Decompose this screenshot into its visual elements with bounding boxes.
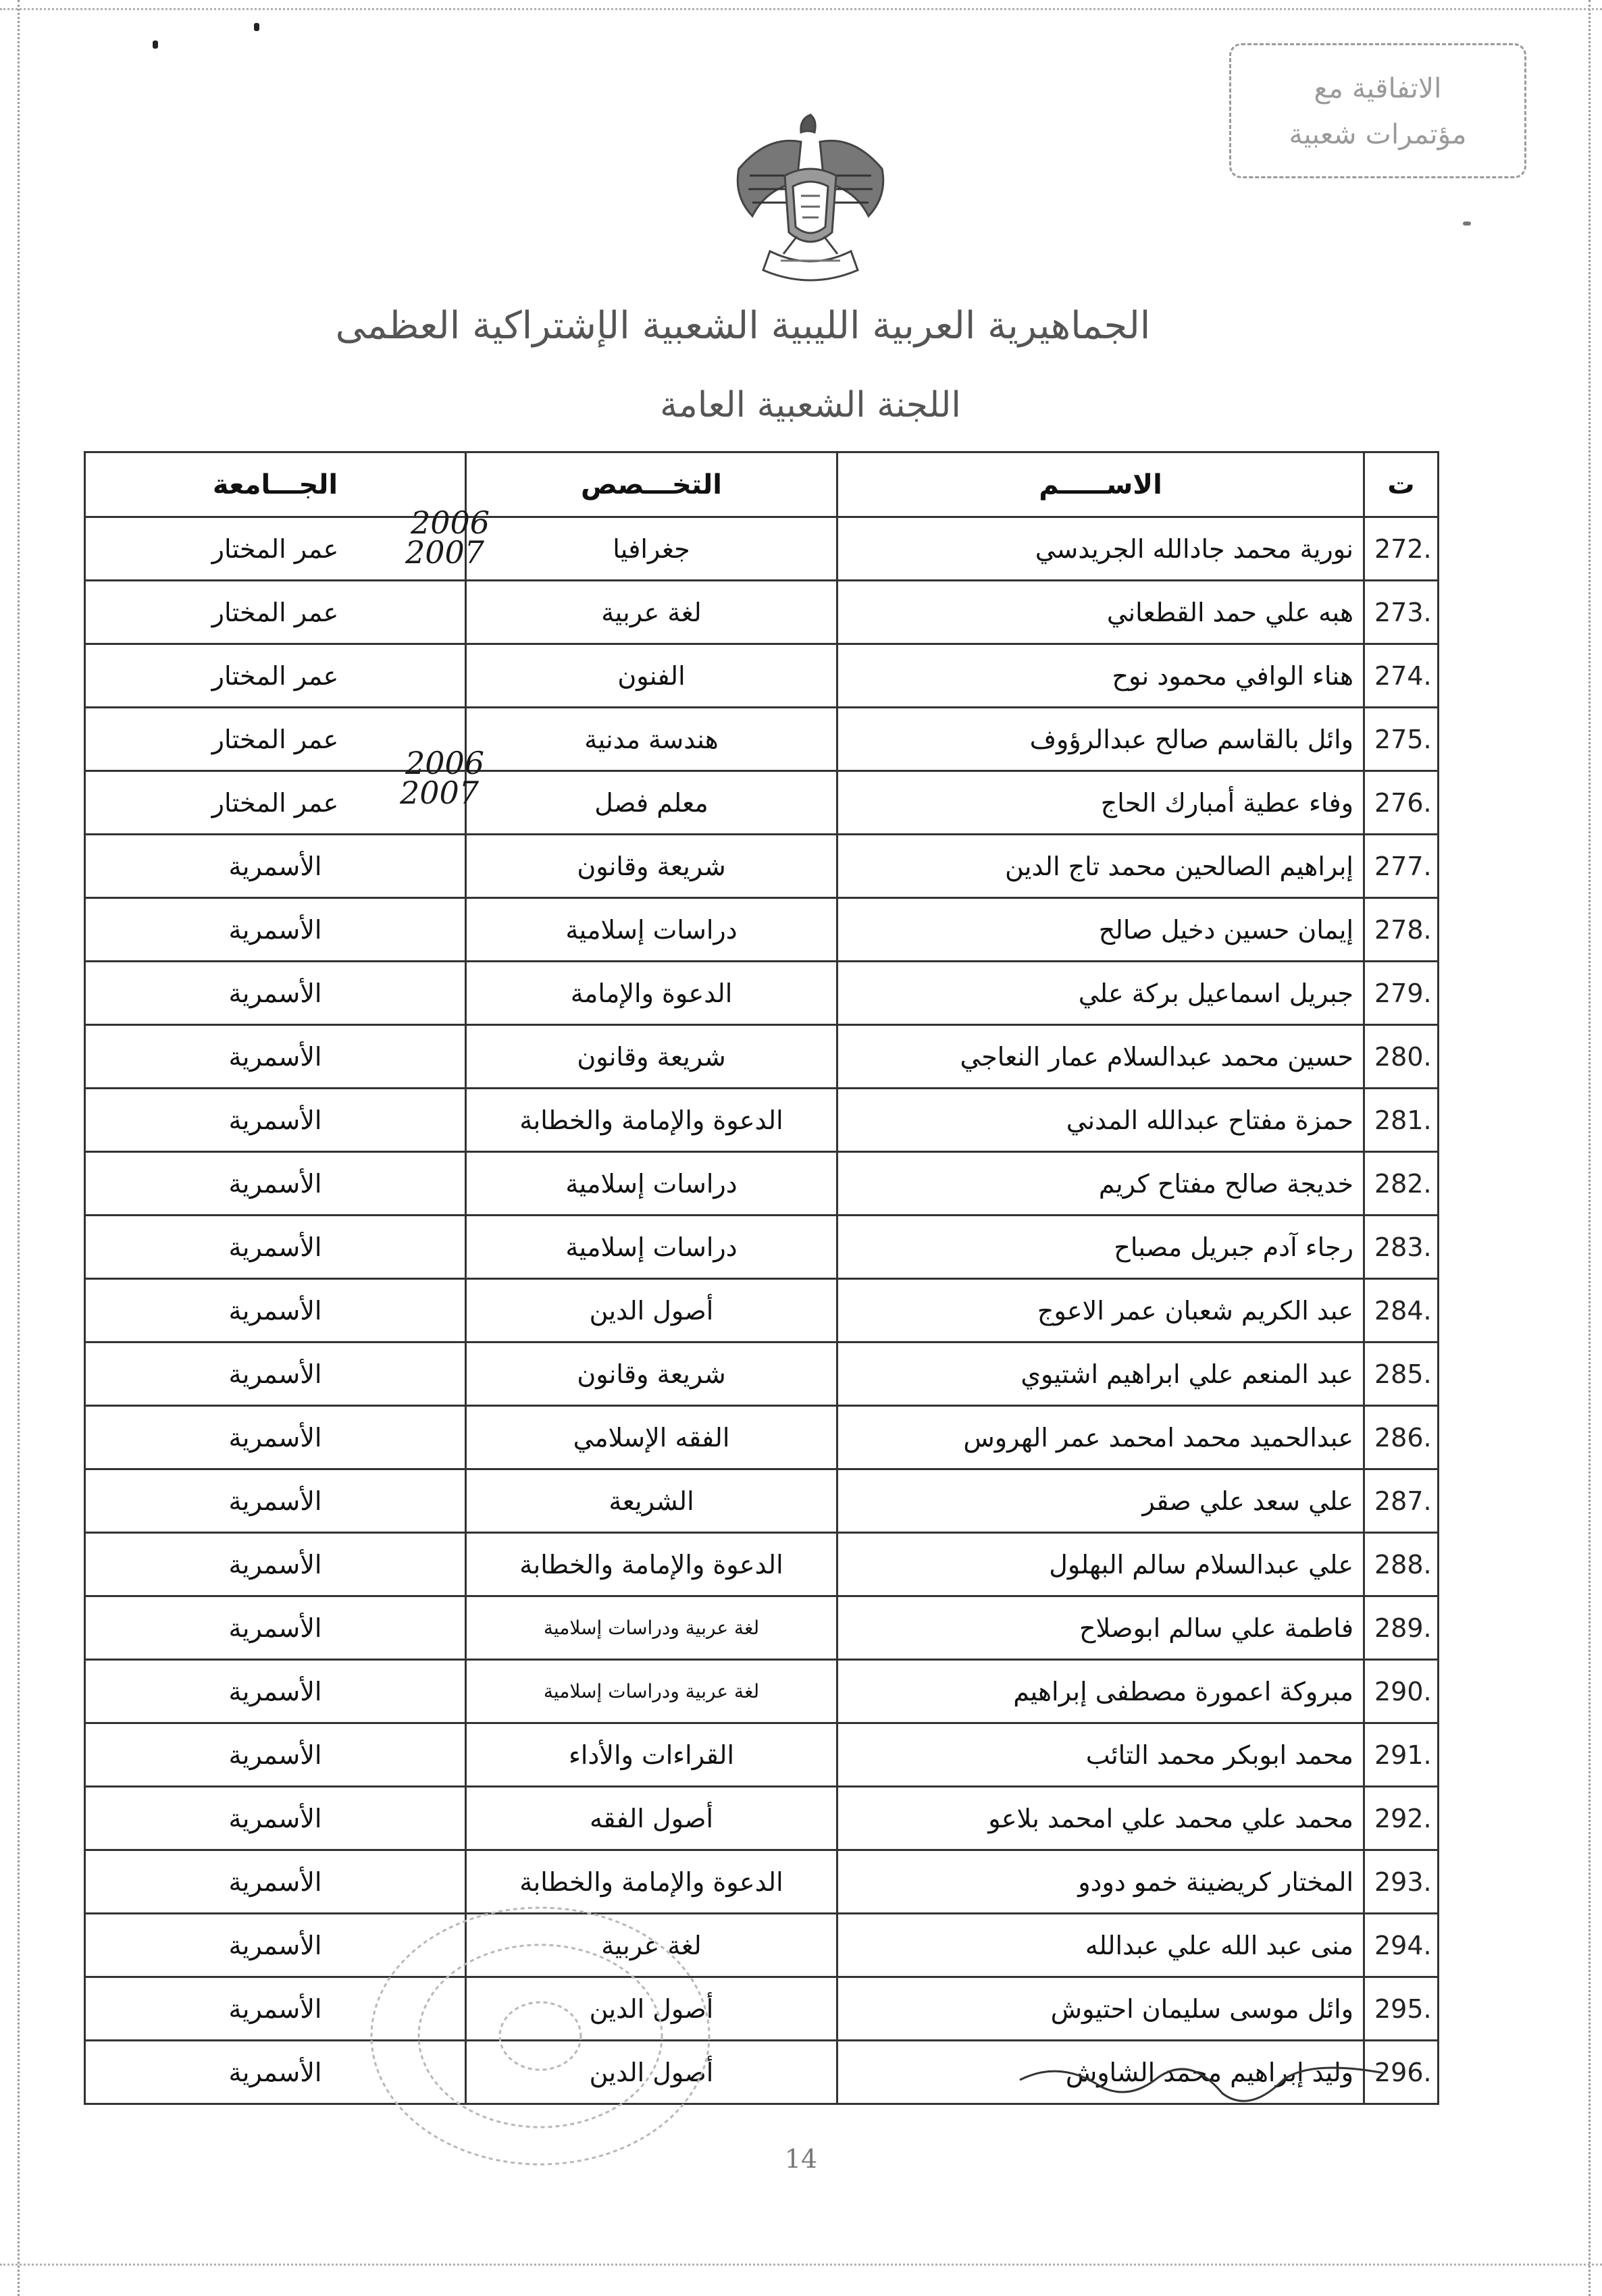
scan-edge-top: [0, 8, 1602, 10]
row-number-cell: 283.: [1364, 1216, 1439, 1279]
table-row: [85, 1025, 1439, 1089]
scan-edge-right: [1588, 0, 1591, 2296]
table-row: [85, 1596, 1439, 1660]
table-row: [85, 708, 1439, 771]
table-row: [85, 1914, 1439, 1977]
name-cell: جبريل اسماعيل بركة علي: [837, 962, 1364, 1025]
table-row: [85, 1342, 1439, 1406]
table-row: [85, 644, 1439, 708]
row-number-cell: 288.: [1364, 1533, 1439, 1596]
table-row: [85, 835, 1439, 898]
specialty-cell: لغة عربية ودراسات إسلامية: [466, 1660, 837, 1723]
committee-name-heading: اللجنة الشعبية العامة: [660, 385, 961, 425]
table-row: [85, 1216, 1439, 1279]
office-stamp: [1229, 43, 1526, 178]
name-cell: هناء الوافي محمود نوح: [837, 644, 1364, 708]
university-cell: الأسمرية: [85, 1216, 466, 1279]
row-number-cell: 286.: [1364, 1406, 1439, 1469]
row-number-cell: 295.: [1364, 1977, 1439, 2041]
table-header-row: [85, 452, 1439, 517]
row-number-cell: 274.: [1364, 644, 1439, 708]
table-row: [85, 1279, 1439, 1342]
row-number-cell: 287.: [1364, 1469, 1439, 1533]
table-row: [85, 581, 1439, 644]
name-cell: رجاء آدم جبريل مصباح: [837, 1216, 1364, 1279]
table-row: [85, 1660, 1439, 1723]
table-row: [85, 962, 1439, 1025]
ink-dot: [254, 23, 259, 31]
table-row: [85, 1406, 1439, 1469]
specialty-cell: دراسات إسلامية: [466, 898, 837, 962]
university-cell: الأسمرية: [85, 2041, 466, 2104]
row-number-cell: 290.: [1364, 1660, 1439, 1723]
specialty-cell: الفنون: [466, 644, 837, 708]
table-row: [85, 1089, 1439, 1152]
university-cell: الأسمرية: [85, 1977, 466, 2041]
row-number-cell: 281.: [1364, 1089, 1439, 1152]
specialty-cell: دراسات إسلامية: [466, 1216, 837, 1279]
name-cell: منى عبد الله علي عبدالله: [837, 1914, 1364, 1977]
name-cell: حمزة مفتاح عبدالله المدني: [837, 1089, 1364, 1152]
specialty-cell: الدعوة والإمامة والخطابة: [466, 1850, 837, 1914]
svg-text:مؤتمرات شعبية: مؤتمرات شعبية: [1289, 118, 1467, 151]
eagle-emblem-icon: [723, 101, 898, 304]
column-header-name: الاســـــم: [837, 452, 1364, 517]
university-cell: الأسمرية: [85, 1533, 466, 1596]
signature-scribble: [1013, 2046, 1391, 2107]
column-header-number: ت: [1364, 452, 1439, 517]
row-number-cell: 292.: [1364, 1787, 1439, 1850]
row-number-cell: 280.: [1364, 1025, 1439, 1089]
name-cell: إبراهيم الصالحين محمد تاج الدين: [837, 835, 1364, 898]
row-number-cell: 291.: [1364, 1723, 1439, 1787]
column-header-specialty: التخـــصص: [466, 452, 837, 517]
university-cell: الأسمرية: [85, 1025, 466, 1089]
stamp-lettering: [1231, 45, 1524, 176]
university-cell: الأسمرية: [85, 1152, 466, 1216]
university-cell: عمر المختار: [85, 517, 466, 581]
table-body: [85, 517, 1439, 2104]
name-cell: المختار كريضينة خمو دودو: [837, 1850, 1364, 1914]
row-number-cell: 284.: [1364, 1279, 1439, 1342]
university-cell: الأسمرية: [85, 1406, 466, 1469]
table-row: [85, 1723, 1439, 1787]
table-row: [85, 1787, 1439, 1850]
specialty-cell: الدعوة والإمامة: [466, 962, 837, 1025]
university-cell: الأسمرية: [85, 1723, 466, 1787]
university-cell: عمر المختار: [85, 644, 466, 708]
row-number-cell: 282.: [1364, 1152, 1439, 1216]
handwritten-years-note: [400, 745, 485, 811]
specialty-cell: أصول الدين: [466, 1977, 837, 2041]
university-cell: الأسمرية: [85, 1089, 466, 1152]
specialty-cell: القراءات والأداء: [466, 1723, 837, 1787]
handwritten-year: 2007: [405, 534, 485, 571]
svg-text:الاتفاقية مع: الاتفاقية مع: [1314, 72, 1442, 105]
handwritten-years-note: [405, 504, 490, 571]
table-row: [85, 517, 1439, 581]
specialty-cell: أصول الدين: [466, 2041, 837, 2104]
university-cell: الأسمرية: [85, 1469, 466, 1533]
ink-dot: [153, 41, 158, 49]
circular-seal-icon: [338, 1891, 743, 2181]
name-cell: عبدالحميد محمد امحمد عمر الهروس: [837, 1406, 1364, 1469]
row-number-cell: 273.: [1364, 581, 1439, 644]
name-cell: عبد المنعم علي ابراهيم اشتيوي: [837, 1342, 1364, 1406]
specialty-cell: لغة عربية ودراسات إسلامية: [466, 1596, 837, 1660]
university-cell: الأسمرية: [85, 1342, 466, 1406]
page-number: 14: [784, 2144, 818, 2174]
specialty-cell: شريعة وقانون: [466, 1342, 837, 1406]
specialty-cell: دراسات إسلامية: [466, 1152, 837, 1216]
university-cell: الأسمرية: [85, 1596, 466, 1660]
name-cell: عبد الكريم شعبان عمر الاعوج: [837, 1279, 1364, 1342]
row-number-cell: 293.: [1364, 1850, 1439, 1914]
specialty-cell: لغة عربية: [466, 1914, 837, 1977]
specialty-cell: هندسة مدنية: [466, 708, 837, 771]
row-number-cell: 279.: [1364, 962, 1439, 1025]
row-number-cell: 296.: [1364, 2041, 1439, 2104]
ink-dot: [1463, 221, 1471, 226]
specialty-cell: جغرافيا: [466, 517, 837, 581]
table-row: [85, 1850, 1439, 1914]
row-number-cell: 278.: [1364, 898, 1439, 962]
university-cell: الأسمرية: [85, 835, 466, 898]
university-cell: الأسمرية: [85, 898, 466, 962]
name-cell: علي سعد علي صقر: [837, 1469, 1364, 1533]
name-cell: فاطمة علي سالم ابوصلاح: [837, 1596, 1364, 1660]
specialty-cell: الشريعة: [466, 1469, 837, 1533]
handwritten-year: 2007: [400, 775, 480, 811]
row-number-cell: 276.: [1364, 771, 1439, 835]
specialty-cell: الدعوة والإمامة والخطابة: [466, 1533, 837, 1596]
name-cell: وفاء عطية أمبارك الحاج: [837, 771, 1364, 835]
name-cell: وائل بالقاسم صالح عبدالرؤوف: [837, 708, 1364, 771]
university-cell: عمر المختار: [85, 708, 466, 771]
specialty-cell: لغة عربية: [466, 581, 837, 644]
handwritten-year: 2006: [411, 504, 490, 541]
university-cell: عمر المختار: [85, 771, 466, 835]
name-cell: إيمان حسين دخيل صالح: [837, 898, 1364, 962]
name-cell: محمد ابوبكر محمد التائب: [837, 1723, 1364, 1787]
name-cell: هبه علي حمد القطعاني: [837, 581, 1364, 644]
university-cell: الأسمرية: [85, 1850, 466, 1914]
row-number-cell: 275.: [1364, 708, 1439, 771]
specialty-cell: شريعة وقانون: [466, 835, 837, 898]
scan-edge-bottom: [0, 2264, 1602, 2266]
column-header-university: الجـــامعة: [85, 452, 466, 517]
table-row: [85, 771, 1439, 835]
table-row: [85, 1533, 1439, 1596]
name-cell: نورية محمد جادالله الجريدسي: [837, 517, 1364, 581]
specialty-cell: الفقه الإسلامي: [466, 1406, 837, 1469]
university-cell: الأسمرية: [85, 1787, 466, 1850]
table-row: [85, 1469, 1439, 1533]
row-number-cell: 289.: [1364, 1596, 1439, 1660]
specialty-cell: أصول الدين: [466, 1279, 837, 1342]
name-cell: محمد علي محمد علي امحمد بلاعو: [837, 1787, 1364, 1850]
table-row: [85, 1152, 1439, 1216]
row-number-cell: 277.: [1364, 835, 1439, 898]
university-cell: عمر المختار: [85, 581, 466, 644]
university-cell: الأسمرية: [85, 1279, 466, 1342]
specialty-cell: أصول الفقه: [466, 1787, 837, 1850]
name-cell: وليد إبراهيم محمد الشاوش: [837, 2041, 1364, 2104]
table-row: [85, 1977, 1439, 2041]
name-cell: علي عبدالسلام سالم البهلول: [837, 1533, 1364, 1596]
row-number-cell: 285.: [1364, 1342, 1439, 1406]
name-cell: وائل موسى سليمان احتيوش: [837, 1977, 1364, 2041]
specialty-cell: الدعوة والإمامة والخطابة: [466, 1089, 837, 1152]
specialty-cell: شريعة وقانون: [466, 1025, 837, 1089]
name-cell: مبروكة اعمورة مصطفى إبراهيم: [837, 1660, 1364, 1723]
state-name-heading: الجماهيرية العربية الليبية الشعبية الإشتراكية العظمى: [335, 304, 1151, 348]
name-cell: خديجة صالح مفتاح كريم: [837, 1152, 1364, 1216]
university-cell: الأسمرية: [85, 1914, 466, 1977]
row-number-cell: 272.: [1364, 517, 1439, 581]
university-cell: الأسمرية: [85, 962, 466, 1025]
row-number-cell: 294.: [1364, 1914, 1439, 1977]
table-row: [85, 898, 1439, 962]
handwritten-year: 2006: [405, 745, 485, 781]
scan-edge-left: [18, 0, 20, 2296]
specialty-cell: معلم فصل: [466, 771, 837, 835]
name-cell: حسين محمد عبدالسلام عمار النعاجي: [837, 1025, 1364, 1089]
university-cell: الأسمرية: [85, 1660, 466, 1723]
names-table: [84, 451, 1439, 2105]
